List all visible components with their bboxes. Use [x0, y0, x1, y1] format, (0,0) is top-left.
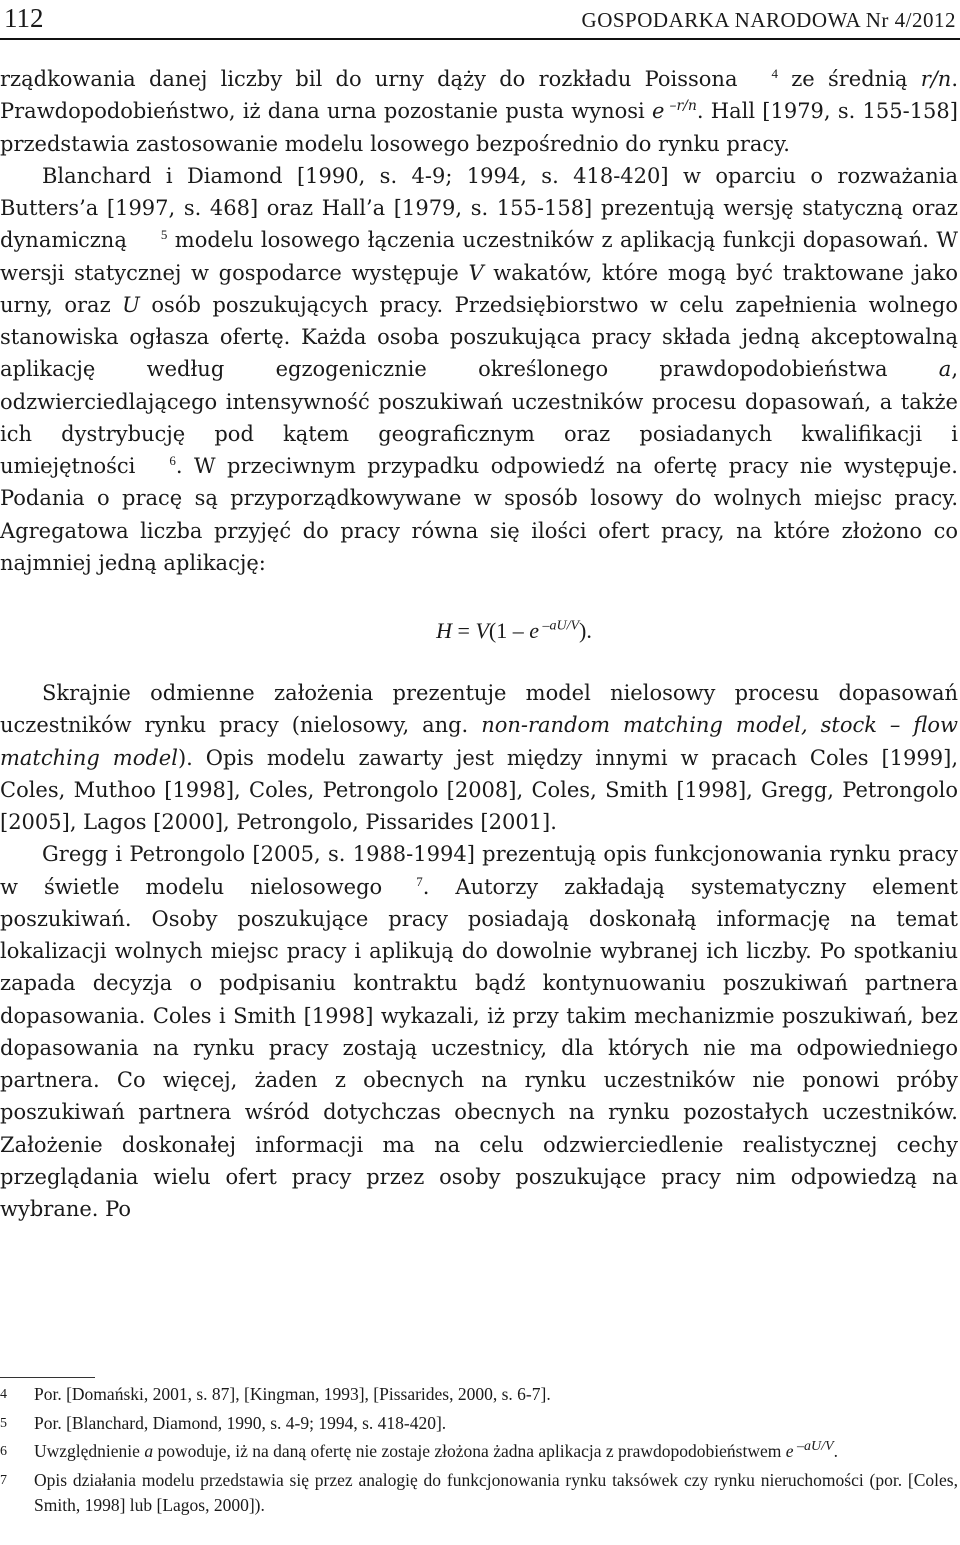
footnote-text: Por. [Blanchard, Diamond, 1990, s. 4-9; 1994, s. 418-420]. — [34, 1412, 447, 1433]
paragraph-4 — [0, 838, 958, 1225]
footnote-text: powoduje, iż na daną ofertę nie zostaje złożona żadna aplikacja z prawdopodobieństwem — [153, 1441, 786, 1461]
math-exponent: –r/n — [664, 98, 697, 115]
text-span: , odzwierciedlającego intensywność poszukiwań uczestników procesu dopasowań, a także ich dystrybucję pod kątem geograficznym oraz posiadanych kwalifikacji i umiejętności — [0, 357, 958, 478]
math-V: V — [468, 260, 484, 285]
page-header — [0, 0, 960, 40]
math-exponent: –aU/V — [538, 618, 580, 634]
footnote-5 — [0, 1411, 958, 1437]
math-e: e — [652, 99, 665, 124]
math-equals: = — [452, 618, 476, 643]
text-span: . W przeciwnym przypadku odpowiedź na ofertę pracy nie występuje. Podania o pracę są przyporządkowywane w sposób losowy do wolnych miejsc pracy. Agregatowa liczba przyjęć do pracy równa się ilości ofert pracy, na które złożono co najmniej jedną aplikację: — [0, 454, 958, 575]
text-span: Skrajnie odmienne założenia prezentuje model nielosowy procesu dopasowań uczestników rynku pracy (nielosowy, ang. — [0, 681, 958, 738]
text-span: modelu losowego łączenia uczestników z aplikacją funkcji dopasowań. W wersji statycznej w gospodarce występuje — [0, 228, 958, 285]
footnote-ref-7[interactable]: 7 — [416, 873, 423, 889]
footnote-mark: 4 — [0, 1387, 7, 1402]
paragraph-1 — [0, 63, 958, 160]
footnote-ref-4[interactable]: 4 — [771, 66, 778, 81]
footnote-ref-6[interactable]: 6 — [169, 453, 176, 468]
italic-term: non-random matching model, stock – flow matching model — [0, 713, 958, 770]
text-span: osób poszukujących pracy. Przedsiębiorstwo w celu zapełnienia wolnego stanowiska ogłasza ofertę. Każda osoba poszukująca pracy składa jedną akceptowalną aplikację według egzogenicznie określonego prawdopodobieństwa — [0, 292, 958, 382]
body-text — [0, 63, 958, 1225]
text-span: Gregg i Petrongolo [2005, s. 1988-1994] prezentują opis funkcjonowania rynku pracy w świetle modelu nielosowego — [0, 842, 958, 899]
paragraph-2 — [0, 160, 958, 579]
footnote-4 — [0, 1382, 958, 1408]
math-r-over-n: r/n — [920, 67, 952, 91]
footnote-mark: 5 — [0, 1415, 7, 1431]
text-span: ). Opis modelu zawarty jest między innymi w pracach Coles [1999], Coles, Muthoo [1998], Coles, Petrongolo [2008], Coles, Smith [1998], Gregg, Petrongolo [2005], Lagos [2000], Petrongolo, Pissarides [2001]. — [0, 745, 958, 834]
math-V: V — [475, 618, 489, 643]
text-span: Blanchard i Diamond [1990, s. 4-9; 1994, s. 418-420] w oparciu o rozważania Butters’a [1997, s. 468] oraz Hall’a [1979, s. 155-158] prezentują wersję statyczną oraz dynamiczną — [0, 163, 958, 253]
math-a: a — [144, 1441, 154, 1461]
page-number: 112 — [4, 3, 44, 33]
math-U: U — [122, 292, 140, 317]
math-a: a — [938, 357, 952, 382]
footnote-ref-5[interactable]: 5 — [160, 227, 168, 243]
math-e: e — [785, 1441, 794, 1461]
footnote-divider — [0, 1377, 95, 1378]
text-span: . Prawdopodobieństwo, iż dana urna pozostanie pusta wynosi — [0, 67, 959, 124]
equation — [0, 615, 958, 647]
math-H: H — [436, 618, 453, 643]
math-e: e — [529, 618, 539, 643]
footnote-7 — [0, 1468, 958, 1519]
text-span: rządkowania danej liczby bil do urny dąży do rozkładu Poissona — [0, 67, 738, 91]
footnote-mark: 7 — [0, 1472, 7, 1488]
footnote-text: Uwzględnienie — [34, 1441, 145, 1461]
math-close: ). — [579, 618, 592, 643]
footnote-6 — [0, 1439, 958, 1465]
text-span: wakatów, które mogą być traktowane jako urny, oraz — [0, 260, 958, 317]
running-head: GOSPODARKA NARODOWA Nr 4/2012 — [581, 8, 956, 32]
math-exponent: –aU/V — [793, 1439, 834, 1455]
footnote-text: Opis działania modelu przedstawia się przez analogię do funkcjonowania rynku taksówek czy rynku nieruchomości (por. [Coles, Smith, 1998] lub [Lagos, 2000]). — [34, 1469, 958, 1515]
text-span: ze średnią — [777, 67, 921, 91]
footnote-mark: 6 — [0, 1444, 7, 1459]
text-span: . Autorzy zakładają systematyczny element poszukiwań. Osoby poszukujące pracy posiadają doskonałą informację na temat lokalizacji wolnych miejsc pracy i aplikują do dowolnie wybranej ich liczby. Po spotkaniu zapada decyzja o podpisaniu kontraktu bądź kontynuowaniu poszukiwań partnera dopasowania. Coles i Smith [1998] wykazali, iż przy takim mechanizmie poszukiwań, bez dopasowania na rynku pracy zostają uczestnicy, dla których nie ma odpowiedniego partnera. Co więcej, żaden z obecnych na rynku uczestników nie ponowi próby poszukiwań partnera wśród dotychczas obecnych na rynku pozostałych uczestników. Założenie doskonałej informacji ma na celu odzwierciedlenie realistycznej cechy przeglądania wielu ofert pracy przez osoby poszukujące pracy nim odpowiedzą na wybrane. Po — [0, 874, 959, 1221]
footnotes — [0, 1377, 958, 1522]
text-span: . Hall [1979, s. 155-158] przedstawia zastosowanie modelu losowego bezpośrednio do rynku pracy. — [0, 99, 958, 156]
footnote-text: Por. [Domański, 2001, s. 87], [Kingman, 1993], [Pissarides, 2000, s. 6-7]. — [34, 1384, 551, 1404]
footnote-text: . — [833, 1441, 838, 1461]
math-open: (1 – — [488, 618, 530, 643]
paragraph-3 — [0, 677, 958, 838]
